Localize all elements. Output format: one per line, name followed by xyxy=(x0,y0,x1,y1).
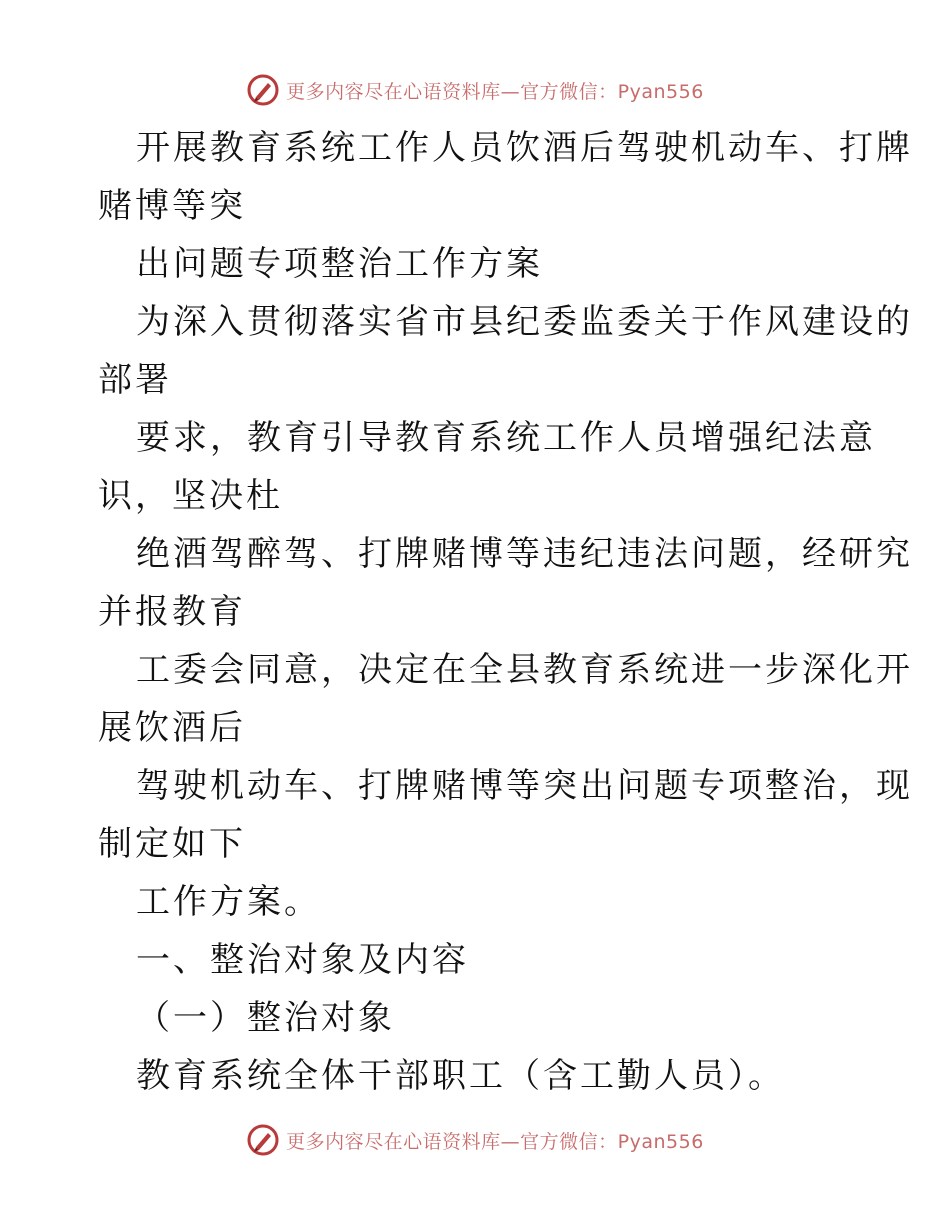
pen-logo-icon xyxy=(246,1123,280,1157)
text-line: 教育系统全体干部职工（含工勤人员）。 xyxy=(136,1056,785,1096)
watermark-text: 更多内容尽在心语资料库—官方微信：Pyan556 xyxy=(286,80,704,103)
text-line: 要求，教育引导教育系统工作人员增强纪法意 xyxy=(136,418,876,458)
text-line: 并报教育 xyxy=(98,592,246,632)
text-line: 为深入贯彻落实省市县纪委监委关于作风建设的 xyxy=(136,302,913,342)
text-line: 工作方案。 xyxy=(136,882,321,922)
text-line: 制定如下 xyxy=(98,824,246,864)
text-line: 部署 xyxy=(98,360,172,400)
watermark-header xyxy=(0,72,950,108)
text-line: 识，坚决杜 xyxy=(98,476,283,516)
text-line: 驾驶机动车、打牌赌博等突出问题专项整治，现 xyxy=(136,766,913,806)
text-line: 绝酒驾醉驾、打牌赌博等违纪违法问题，经研究 xyxy=(136,534,913,574)
watermark-footer xyxy=(0,1122,950,1158)
text-line: 出问题专项整治工作方案 xyxy=(136,244,543,284)
text-line: 赌博等突 xyxy=(98,186,246,226)
watermark-text: 更多内容尽在心语资料库—官方微信：Pyan556 xyxy=(286,1130,704,1153)
subsection-heading: （一）整治对象 xyxy=(136,998,395,1038)
text-line: 工委会同意，决定在全县教育系统进一步深化开 xyxy=(136,650,913,690)
text-line: 开展教育系统工作人员饮酒后驾驶机动车、打牌 xyxy=(136,128,913,168)
pen-logo-icon xyxy=(246,73,280,107)
section-heading: 一、整治对象及内容 xyxy=(136,940,469,980)
text-line: 展饮酒后 xyxy=(98,708,246,748)
